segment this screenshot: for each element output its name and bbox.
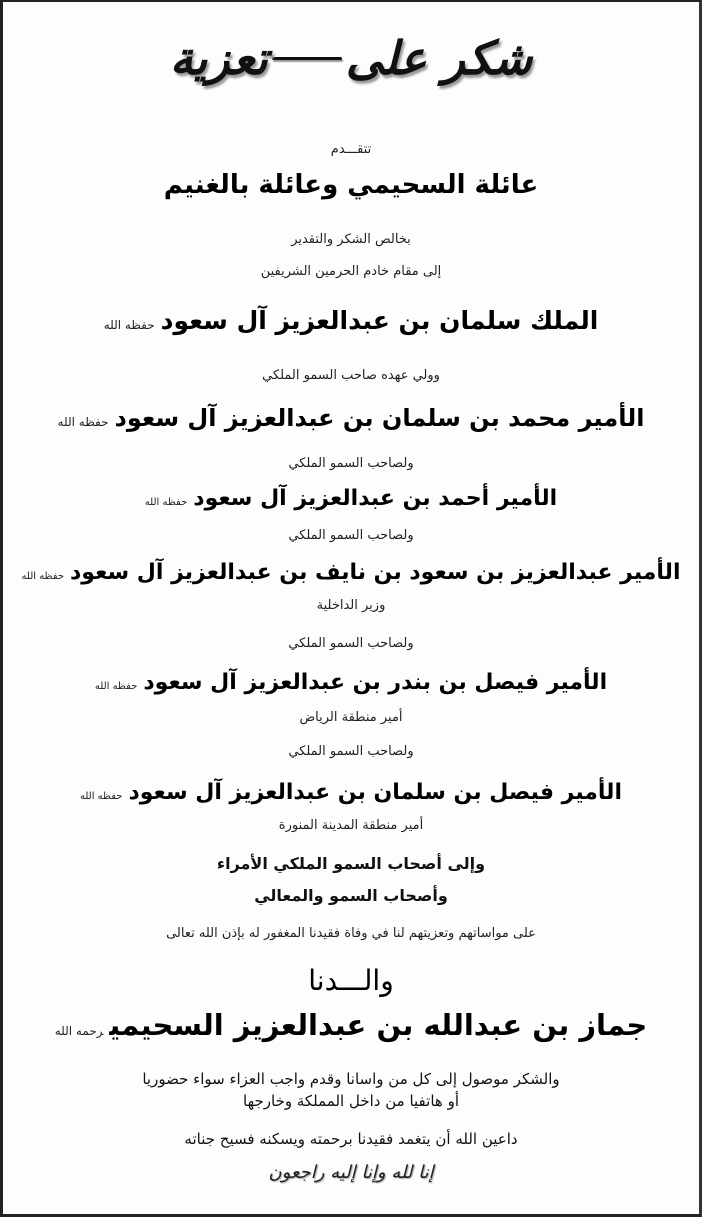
dignitary-honorific: حفظه الله <box>144 497 188 508</box>
dignitary-title: وزير الداخلية <box>316 598 386 613</box>
dignitary-preface: ولصاحب السمو الملكي <box>288 744 414 759</box>
thanks-line: بخالص الشكر والتقدير <box>291 232 411 247</box>
presents-label: تتقـــدم <box>330 142 372 157</box>
closing-thanks-line-2: أو هاتفيا من داخل المملكة وخارجها <box>243 1092 459 1110</box>
header-calligraphy-thanks: شكر على <box>345 31 533 85</box>
dignitary-name-prince-ahmed <box>3 486 699 511</box>
header-calligraphy-condolence: تعزية <box>169 31 268 85</box>
dignitary-name-crown-prince <box>3 404 699 432</box>
dignitary-name-text: الأمير محمد بن سلمان بن عبدالعزيز آل سعود <box>114 404 645 432</box>
dignitary-preface: ولصاحب السمو الملكي <box>288 456 414 471</box>
others-line-2: وأصحاب السمو والمعالي <box>254 886 448 905</box>
dignitary-honorific: حفظه الله <box>21 571 64 582</box>
dignitary-preface: ولصاحب السمو الملكي <box>288 528 414 543</box>
dignitary-honorific: حفظه الله <box>79 791 123 802</box>
dignitary-name-interior-minister <box>3 560 699 585</box>
ad-header <box>3 16 699 100</box>
deceased-name <box>3 1008 699 1042</box>
deceased-name-text: جماز بن عبدالله بن عبدالعزيز السحيمي <box>109 1008 648 1042</box>
custodian-line: إلى مقام خادم الحرمين الشريفين <box>260 264 442 279</box>
dignitary-name-king <box>3 306 699 335</box>
quranic-verse-calligraphy: إنا لله وإنا إليه راجعون <box>268 1162 434 1183</box>
calligraphy-swash <box>272 57 342 60</box>
dignitary-name-text: الأمير فيصل بن بندر بن عبدالعزيز آل سعود <box>143 670 608 695</box>
dignitary-honorific: حفظه الله <box>57 415 109 429</box>
closing-prayer: داعين الله أن يتغمد فقيدنا برحمته ويسكنه فسيح جناته <box>184 1130 518 1148</box>
relation-label: والـــدنا <box>308 964 394 997</box>
dignitary-preface: ولصاحب السمو الملكي <box>288 636 414 651</box>
dignitary-title: أمير منطقة المدينة المنورة <box>278 818 424 833</box>
dignitary-name-madinah-governor <box>3 780 699 805</box>
dignitary-preface: وولي عهده صاحب السمو الملكي <box>262 368 440 383</box>
dignitary-title: أمير منطقة الرياض <box>299 710 403 725</box>
closing-thanks-line-1: والشكر موصول إلى كل من واسانا وقدم واجب العزاء سواء حضوريا <box>142 1070 560 1088</box>
dignitary-honorific: حفظه الله <box>103 318 155 332</box>
dignitary-name-riyadh-governor <box>3 670 699 695</box>
deceased-honorific: رحمه الله <box>54 1024 104 1038</box>
condolence-text: على مواساتهم وتعزيتهم لنا في وفاة فقيدنا المغفور له بإذن الله تعالى <box>166 926 536 941</box>
dignitary-name-text: الملك سلمان بن عبدالعزيز آل سعود <box>160 306 599 335</box>
dignitary-name-text: الأمير فيصل بن سلمان بن عبدالعزيز آل سعود <box>128 780 622 805</box>
dignitary-honorific: حفظه الله <box>94 681 138 692</box>
dignitary-name-text: الأمير عبدالعزيز بن سعود بن نايف بن عبدالعزيز آل سعود <box>70 560 681 585</box>
families-heading: عائلة السحيمي وعائلة بالغنيم <box>163 170 539 200</box>
dignitary-name-text: الأمير أحمد بن عبدالعزيز آل سعود <box>193 486 558 511</box>
others-line-1: وإلى أصحاب السمو الملكي الأمراء <box>216 854 486 873</box>
